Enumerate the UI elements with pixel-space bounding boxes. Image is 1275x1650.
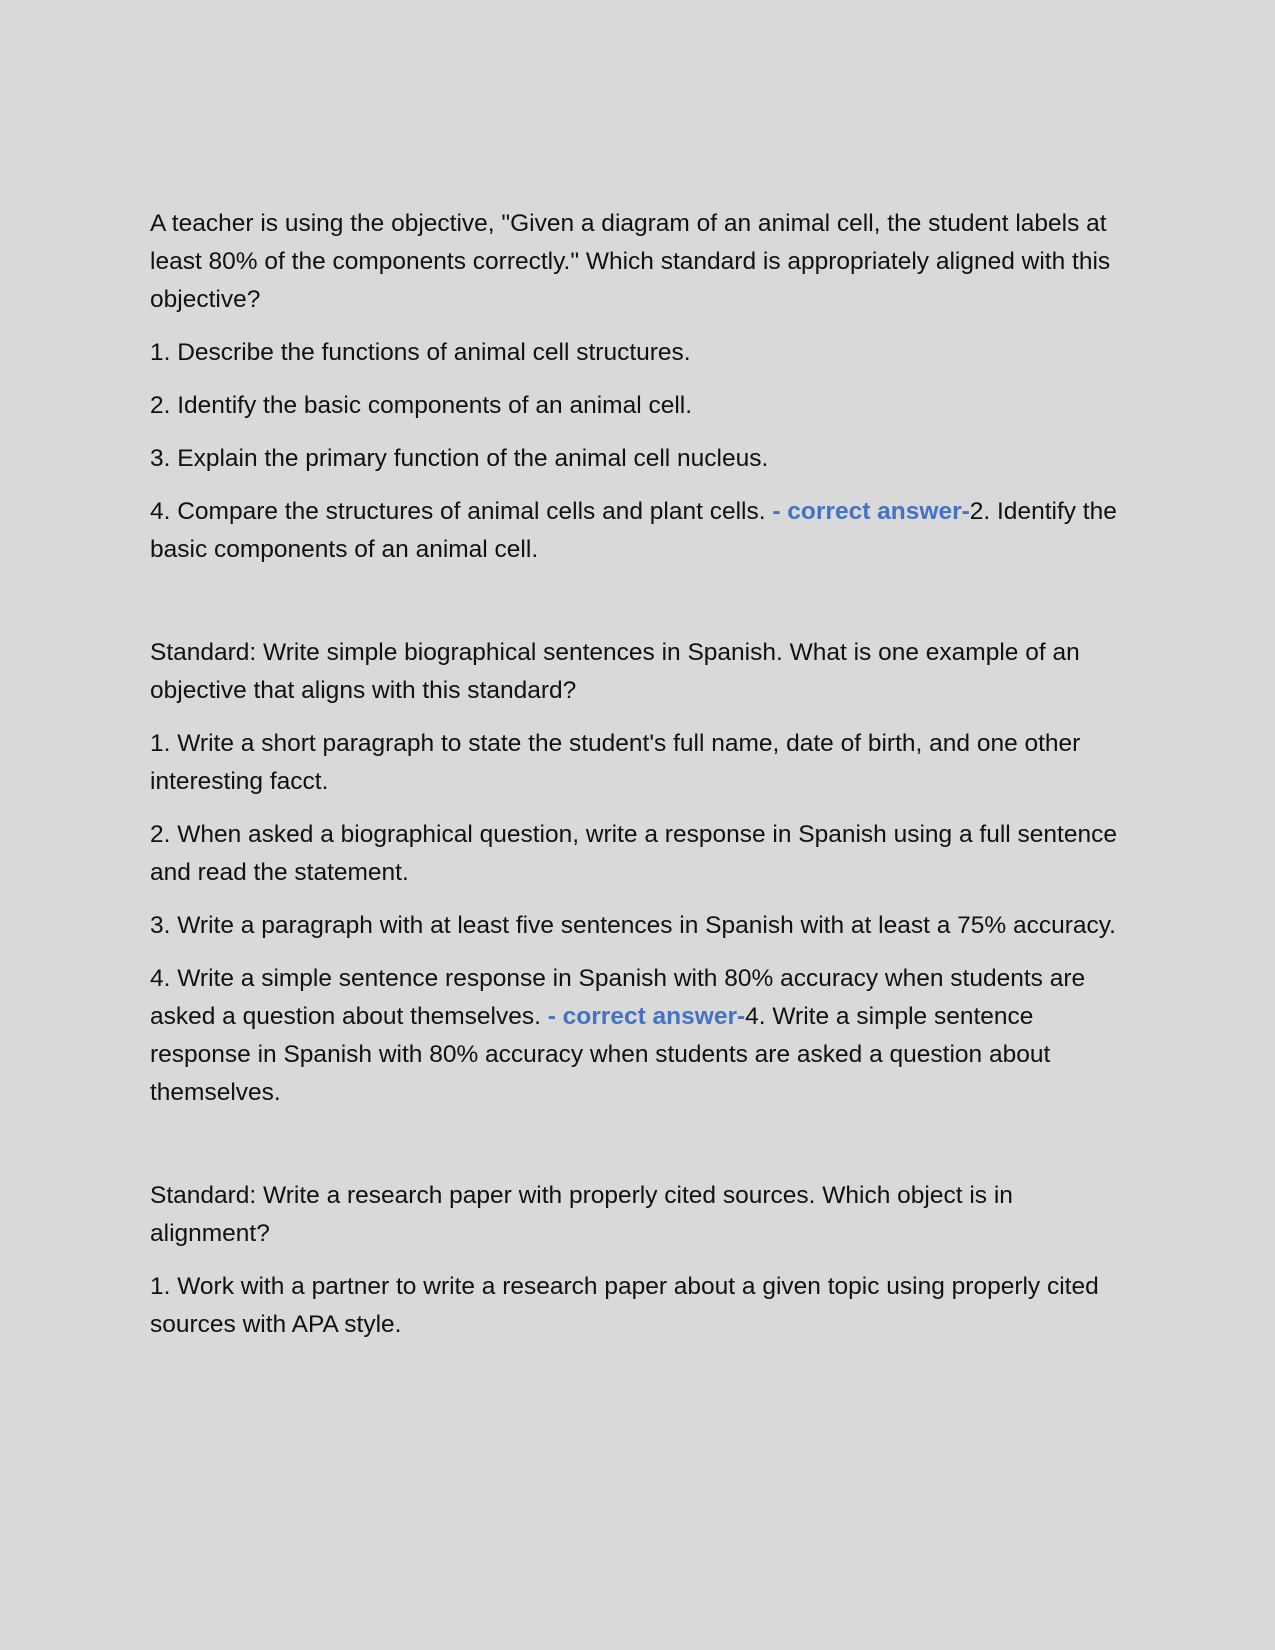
question-prompt: A teacher is using the objective, "Given a diagram of an animal cell, the student labels at least 80% of the components correctly." Which standard is appropriately aligned with this objective? (150, 210, 1111, 313)
document-page (150, 205, 1130, 1359)
answer-option-text: 4. Write a simple sentence response in Spanish with 80% accuracy when students are asked a question about themselves. (150, 965, 1086, 1030)
correct-answer-text: 4. Write a simple sentence response in Spanish with 80% accuracy when students are asked a question about themselves. (150, 1003, 1051, 1106)
answer-option-text: 4. Compare the structures of animal cells and plant cells. (150, 498, 773, 525)
question-prompt: Standard: Write a research paper with properly cited sources. Which object is in alignment? (150, 1182, 1013, 1247)
question-block-3 (150, 1177, 1130, 1344)
question-block-1 (150, 205, 1130, 569)
correct-answer-text: 2. Identify the basic components of an animal cell. (150, 498, 1117, 563)
answer-option: 1. Write a short paragraph to state the student's full name, date of birth, and one other interesting facct. (150, 730, 1081, 795)
answer-option: 2. When asked a biographical question, write a response in Spanish using a full sentence and read the statement. (150, 821, 1117, 886)
question-block-2 (150, 634, 1130, 1112)
answer-option: 2. Identify the basic components of an animal cell. (150, 392, 693, 419)
answer-option-with-key (150, 960, 1130, 1112)
correct-answer-marker: - correct answer- (547, 1003, 746, 1030)
answer-option: 1. Work with a partner to write a research paper about a given topic using properly cited sources with APA style. (150, 1273, 1099, 1338)
answer-option-with-key (150, 493, 1130, 569)
correct-answer-marker: - correct answer- (772, 498, 970, 525)
answer-option: 3. Write a paragraph with at least five sentences in Spanish with at least a 75% accuracy. (150, 912, 1116, 939)
question-prompt: Standard: Write simple biographical sentences in Spanish. What is one example of an objective that aligns with this standard? (150, 639, 1080, 704)
answer-option: 3. Explain the primary function of the animal cell nucleus. (150, 445, 769, 472)
answer-option: 1. Describe the functions of animal cell structures. (150, 339, 691, 366)
